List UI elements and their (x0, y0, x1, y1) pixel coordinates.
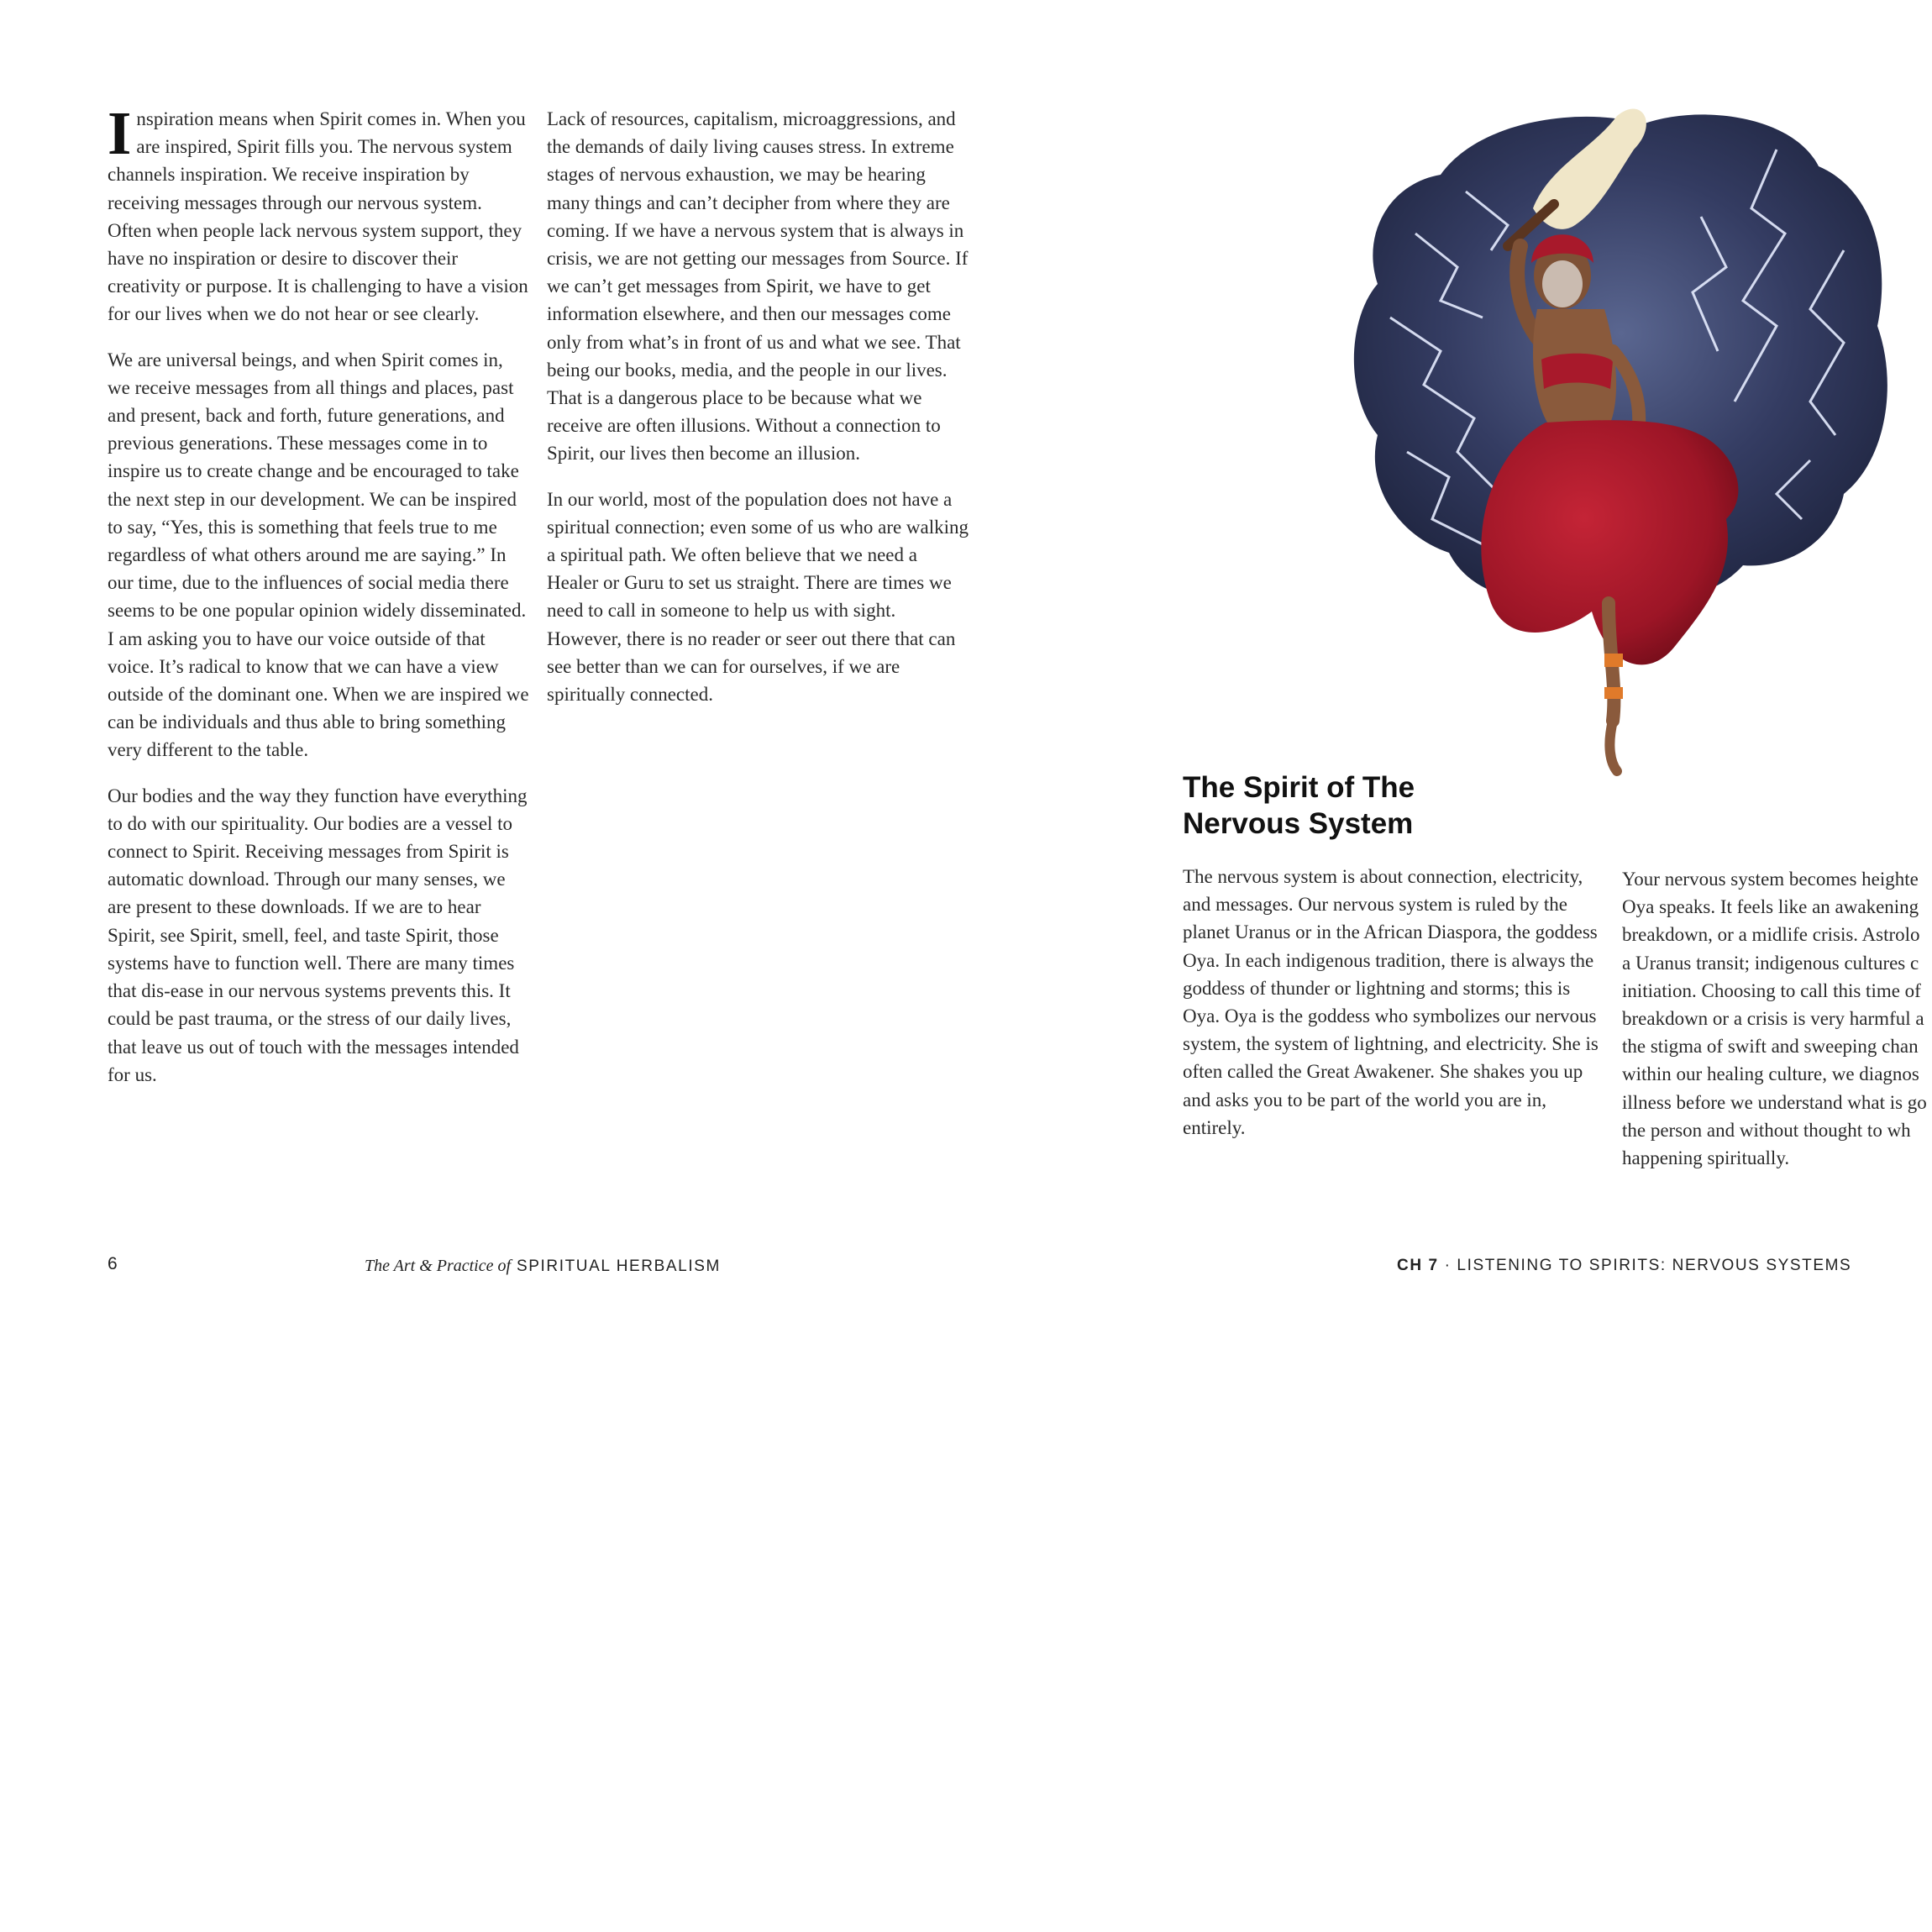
separator-dot: · (1444, 1257, 1452, 1274)
bead-veil (1542, 260, 1583, 307)
drop-cap: I (108, 99, 132, 167)
ankle-band (1604, 654, 1623, 667)
text-line: happening spiritually. (1622, 1147, 1790, 1169)
text-line: initiation. Choosing to call this time of (1622, 979, 1921, 1001)
text-line: Oya speaks. It feels like an awakening (1622, 896, 1919, 918)
left-page-column-2 (547, 105, 970, 708)
text-line: breakdown or a crisis is very harmful a (1622, 1008, 1924, 1030)
oya-storm-painting (1340, 99, 1894, 788)
page-number: 6 (108, 1254, 118, 1273)
section-heading (1183, 769, 1603, 842)
text-line: within our healing culture, we diagnos (1622, 1063, 1919, 1085)
oya-illustration (1340, 99, 1894, 788)
paragraph (108, 99, 529, 328)
running-head-left (365, 1257, 721, 1276)
ankle-band-2 (1604, 687, 1623, 699)
right-page-column-1 (1183, 863, 1607, 1142)
left-page-column-1 (108, 99, 529, 1089)
paragraph: The nervous system is about connection, electricity, and messages. Our nervous system is ruled by the planet Uranus or in the African Diaspora, the goddess Oya. In each indigenous tradition, there is always the goddess of thunder or lightning and storms; this is Oya. Oya is the goddess who symbolizes our nervous system, the system of lightning, and electricity. She is often called the Great Awakener. She shakes you up and asks you to be part of the world you are in, entirely. (1183, 866, 1599, 1138)
running-head-right (1397, 1257, 1851, 1275)
text-line: breakdown, or a midlife crisis. Astrolo (1622, 924, 1920, 946)
text-line: a Uranus transit; indigenous cultures c (1622, 952, 1919, 974)
text-line: Your nervous system becomes heighte (1622, 869, 1919, 890)
paragraph: We are universal beings, and when Spirit comes in, we receive messages from all things and places, past and present, back and forth, future generations, and previous generations. These messages come in to inspire us to create change and be encouraged to take the next step in our development. We can be inspired to say, “Yes, this is something that feels true to me regardless of what others around me are saying.” In our time, due to the influences of social media there seems to be one popular opinion widely disseminated. I am asking you to have our voice outside of that voice. It’s radical to know that we can have a view outside of the dominant one. When we are inspired we can be individuals and thus able to bring something very different to the table. (108, 349, 529, 761)
paragraph: Our bodies and the way they function have everything to do with our spirituality. Our bodies are a vessel to connect to Spirit. Receiving messages from Spirit is automatic download. Through our many senses, we are present to these downloads. If we are to hear Spirit, see Spirit, smell, feel, and taste Spirit, those systems have to function well. There are many times that dis-ease in our nervous systems prevents this. It could be past trauma, or the stress of our daily lives, that leave us out of touch with the messages intended for us. (108, 785, 528, 1085)
text-line: the stigma of swift and sweeping chan (1622, 1036, 1919, 1058)
chapter-title: LISTENING TO SPIRITS: NERVOUS SYSTEMS (1457, 1257, 1852, 1274)
paragraph: Lack of resources, capitalism, microaggressions, and the demands of daily living causes stress. In extreme stages of nervous exhaustion, we may be hearing many things and can’t decipher from where they are coming. If we have a nervous system that is always in crisis, we are not getting our messages from Source. If we can’t get messages from Spirit, we have to get information elsewhere, and then our messages come only from what’s in front of us and what we see. That being our books, media, and the people in our lives. That is a dangerous place to be because what we receive are often illusions. Without a connection to Spirit, our lives then become an illusion. (547, 108, 969, 465)
text-line: illness before we understand what is go (1622, 1091, 1927, 1113)
paragraph: In our world, most of the population does not have a spiritual connection; even some of us who are walking a spiritual path. We often believe that we need a Healer or Guru to set us straight. There are times we need to call in someone to help us with sight. However, there is no reader or seer out there that can see better than we can for ourselves, if we are spiritually connected. (547, 488, 969, 706)
heading-line-1: The Spirit of The (1183, 771, 1415, 804)
running-head-caps: SPIRITUAL HERBALISM (516, 1257, 721, 1275)
paragraph-text: nspiration means when Spirit comes in. When you are inspired, Spirit fills you. The nervous system channels inspiration. We receive inspiration by receiving messages through our nervous system. Often when people lack nervous system support, they have no inspiration or desire to discover their creativity or purpose. It is challenging to have a vision for our lives when we do not hear or see clearly. (108, 108, 528, 325)
text-line: the person and without thought to wh (1622, 1119, 1911, 1141)
chapter-number: CH 7 (1397, 1257, 1439, 1274)
right-page-column-2 (1622, 865, 1932, 1172)
running-head-italic: The Art & Practice of (365, 1257, 512, 1275)
heading-line-2: Nervous System (1183, 807, 1414, 840)
foot (1609, 721, 1617, 771)
